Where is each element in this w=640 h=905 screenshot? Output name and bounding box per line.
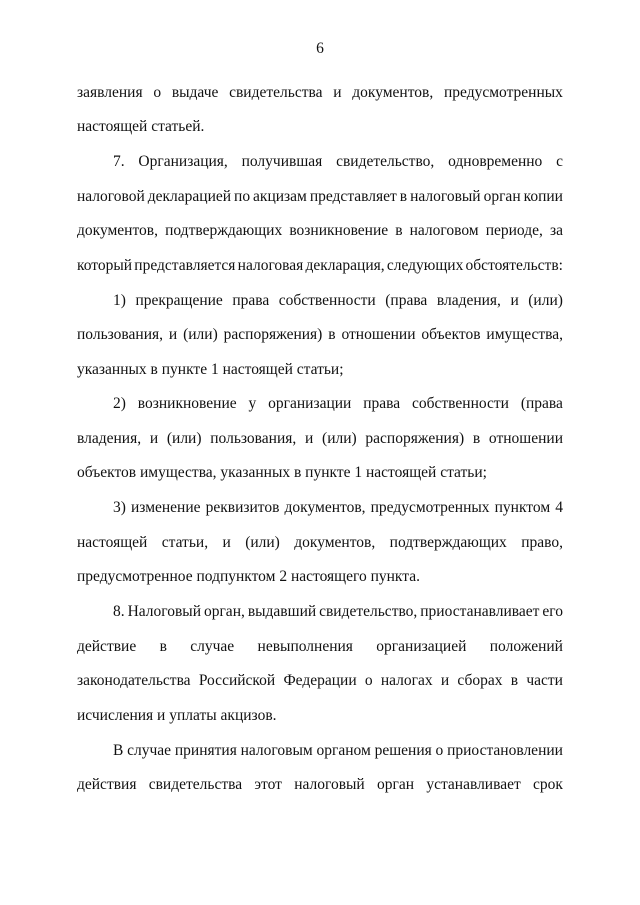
- word: право,: [521, 534, 563, 551]
- word: изменение: [131, 499, 201, 516]
- word: реквизитов: [205, 499, 280, 516]
- word: невыполнения: [257, 638, 353, 655]
- word: документов,: [284, 499, 366, 516]
- word: в: [159, 638, 167, 655]
- word: объектов: [421, 326, 481, 343]
- word: (или): [183, 326, 218, 343]
- word: положений: [489, 638, 563, 655]
- word: в: [328, 326, 336, 343]
- word: пользования,: [210, 430, 297, 447]
- word: получившая: [241, 153, 323, 170]
- word: возникновение: [289, 222, 389, 239]
- word: в: [395, 222, 403, 239]
- word: представляется: [134, 257, 236, 274]
- word: Налоговый: [127, 603, 202, 620]
- word: (или): [322, 430, 357, 447]
- text-line: [113, 498, 563, 518]
- word: 4: [555, 499, 563, 516]
- word: подтверждающих: [389, 534, 507, 551]
- word: устанавливает: [426, 776, 521, 793]
- word: организации: [268, 395, 352, 412]
- text-line: [77, 83, 563, 103]
- text-line: [77, 429, 563, 449]
- word: копии: [523, 188, 563, 205]
- word: части: [526, 672, 563, 689]
- word: представляет: [309, 188, 397, 205]
- word: его: [542, 603, 563, 620]
- page-number: 6: [316, 40, 324, 57]
- word: сборах: [457, 672, 503, 689]
- word: пользования,: [77, 326, 164, 343]
- word: по: [234, 188, 251, 205]
- word: документов,: [77, 222, 158, 239]
- word: декларация,: [305, 257, 385, 274]
- word: выдавший: [247, 603, 317, 620]
- text-line: [77, 325, 563, 345]
- word: 1): [113, 292, 126, 309]
- word: о: [364, 672, 373, 689]
- word: который: [77, 257, 133, 274]
- word: настоящей: [77, 534, 148, 551]
- word: (или): [245, 534, 280, 551]
- word: статьи,: [161, 534, 209, 551]
- word: органом: [316, 742, 371, 759]
- word: налоговая: [237, 257, 304, 274]
- word: возникновение: [137, 395, 237, 412]
- word: налоговым: [240, 742, 313, 759]
- word: этот: [254, 776, 282, 793]
- word: случае: [190, 638, 235, 655]
- text-line: [113, 602, 563, 622]
- word: распоряжения): [223, 326, 323, 343]
- word: случае: [127, 742, 172, 759]
- word: владения,: [436, 292, 501, 309]
- word: свидетельства: [148, 776, 243, 793]
- text-line: [77, 256, 563, 276]
- word: Федерации: [283, 672, 357, 689]
- word: отношении: [341, 326, 416, 343]
- word: декларацией: [147, 188, 232, 205]
- word: за: [549, 222, 563, 239]
- word: свидетельство,: [336, 153, 435, 170]
- word: выдаче: [171, 84, 219, 101]
- word: и: [510, 292, 519, 309]
- word: имущества,: [486, 326, 563, 343]
- word: и: [149, 430, 159, 447]
- text-line: [113, 291, 563, 311]
- word: и: [305, 430, 314, 447]
- word: действие: [77, 638, 137, 655]
- word: о: [153, 84, 162, 101]
- word: одновременно: [448, 153, 543, 170]
- word: следующих: [386, 257, 464, 274]
- word: (права: [520, 395, 563, 412]
- word: права: [232, 292, 270, 309]
- text-line: предусмотренное подпунктом 2 настоящего пункта.: [77, 568, 420, 585]
- word: законодательства: [77, 672, 191, 689]
- word: орган: [483, 188, 521, 205]
- text-line: [77, 533, 563, 553]
- word: предусмотренных: [370, 499, 490, 516]
- word: акцизам: [253, 188, 307, 205]
- word: орган,: [203, 603, 245, 620]
- word: владения,: [77, 430, 142, 447]
- word: (права: [385, 292, 428, 309]
- word: в: [510, 672, 519, 689]
- word: организацией: [376, 638, 467, 655]
- word: принятия: [174, 742, 237, 759]
- word: и: [222, 534, 231, 551]
- text-line: указанных в пункте 1 настоящей статьи;: [77, 361, 344, 378]
- word: и: [333, 84, 342, 101]
- word: в: [472, 430, 481, 447]
- word: 8.: [113, 603, 125, 620]
- word: в: [399, 188, 408, 205]
- text-line: [77, 671, 563, 691]
- text-line: [113, 741, 563, 761]
- word: Российской: [198, 672, 276, 689]
- word: собственности: [412, 395, 509, 412]
- word: налоговый: [410, 188, 481, 205]
- word: заявления: [77, 84, 143, 101]
- text-line: [113, 152, 563, 172]
- word: отношении: [488, 430, 563, 447]
- word: срок: [533, 776, 563, 793]
- word: периоде,: [485, 222, 543, 239]
- word: свидетельства: [229, 84, 323, 101]
- word: обстоятельств:: [465, 257, 563, 274]
- text-line: настоящей статьей.: [77, 118, 205, 135]
- word: 2): [113, 395, 126, 412]
- word: распоряжения): [365, 430, 465, 447]
- word: и: [440, 672, 450, 689]
- word: налогах: [380, 672, 433, 689]
- word: налоговом: [409, 222, 479, 239]
- word: документов,: [294, 534, 376, 551]
- word: документов,: [352, 84, 434, 101]
- word: свидетельство,: [319, 603, 418, 620]
- word: приостановлении: [447, 742, 563, 759]
- word: пунктом: [494, 499, 551, 516]
- word: (или): [166, 430, 202, 447]
- word: 3): [113, 499, 126, 516]
- text-line: [113, 394, 563, 414]
- word: у: [248, 395, 257, 412]
- word: орган: [377, 776, 415, 793]
- text-line: исчисления и уплаты акцизов.: [77, 707, 277, 724]
- text-line: объектов имущества, указанных в пункте 1 настоящей статьи;: [77, 464, 487, 481]
- word: (или): [528, 292, 563, 309]
- word: решения: [374, 742, 432, 759]
- text-line: [77, 221, 563, 241]
- word: приостанавливает: [420, 603, 540, 620]
- word: подтверждающих: [165, 222, 283, 239]
- word: налоговый: [294, 776, 365, 793]
- text-line: [77, 187, 563, 207]
- word: права: [363, 395, 401, 412]
- text-line: [77, 637, 563, 657]
- word: Организация,: [138, 153, 228, 170]
- word: В: [113, 742, 124, 759]
- word: прекращение: [135, 292, 223, 309]
- word: и: [168, 326, 178, 343]
- word: 7.: [113, 153, 125, 170]
- word: предусмотренных: [443, 84, 563, 101]
- word: налоговой: [77, 188, 145, 205]
- text-line: [77, 775, 563, 795]
- word: о: [435, 742, 444, 759]
- word: собственности: [278, 292, 376, 309]
- word: действия: [77, 776, 137, 793]
- word: с: [556, 153, 563, 170]
